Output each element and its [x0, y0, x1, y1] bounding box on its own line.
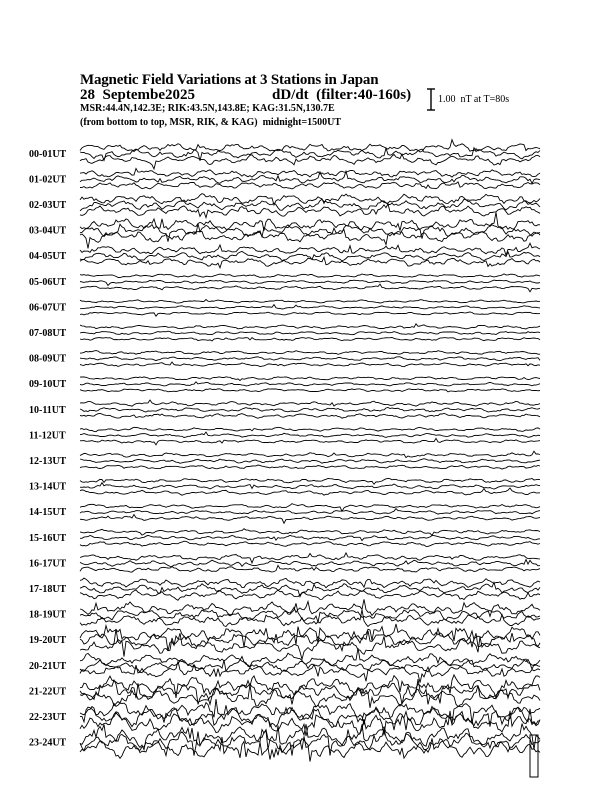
station-order-note: (from bottom to top, MSR, RIK, & KAG) midnight=1500UT [80, 117, 342, 128]
trace-msr-row-20 [80, 661, 540, 682]
hour-label: 05-06UT [29, 276, 67, 288]
hour-label: 06-07UT [29, 302, 67, 314]
trace-rik-row-11 [80, 432, 540, 438]
trace-msr-row-11 [80, 438, 540, 444]
hour-label: 23-24UT [29, 737, 67, 749]
hour-label: 15-16UT [29, 532, 67, 544]
trace-kag-row-10 [80, 400, 540, 406]
hour-label: 07-08UT [29, 328, 67, 339]
trace-msr-row-15 [80, 541, 540, 546]
trace-msr-row-9 [80, 389, 540, 392]
trace-rik-row-14 [80, 509, 540, 514]
trace-rik-row-13 [80, 483, 540, 489]
hour-label: 14-15UT [29, 507, 67, 519]
trace-msr-row-21 [80, 684, 540, 707]
trace-kag-row-3 [80, 212, 540, 230]
trace-rik-row-2 [80, 199, 540, 211]
trace-rik-row-6 [80, 305, 540, 309]
trace-kag-row-8 [80, 351, 540, 355]
hour-label: 17-18UT [29, 584, 67, 595]
trace-msr-row-16 [80, 565, 540, 572]
trace-rik-row-19 [80, 629, 540, 651]
hour-label: 13-14UT [29, 481, 67, 493]
chart-date: 28 Septembe2025 [80, 87, 195, 103]
hour-label: 21-22UT [29, 686, 67, 698]
trace-kag-row-22 [80, 699, 540, 724]
trace-rik-row-20 [80, 657, 540, 673]
trace-kag-row-17 [80, 578, 540, 588]
hour-label: 11-12UT [29, 430, 66, 442]
trace-kag-row-6 [80, 300, 540, 304]
trace-msr-row-14 [80, 515, 540, 524]
trace-kag-row-14 [80, 504, 540, 512]
trace-kag-row-13 [80, 478, 540, 484]
trace-kag-row-23 [80, 724, 540, 750]
hour-label: 16-17UT [29, 558, 67, 570]
trace-msr-row-4 [80, 257, 540, 268]
trace-msr-row-13 [80, 488, 540, 495]
trace-kag-row-0 [80, 140, 540, 152]
hour-label: 10-11UT [29, 404, 66, 416]
hour-label: 00-01UT [29, 148, 67, 160]
hour-label: 22-23UT [29, 712, 67, 723]
hour-label: 18-19UT [29, 609, 67, 621]
trace-msr-row-6 [80, 312, 540, 316]
trace-kag-row-16 [80, 553, 540, 563]
trace-msr-row-3 [80, 230, 540, 249]
trace-kag-row-7 [80, 324, 540, 329]
trace-msr-row-7 [80, 338, 540, 342]
trace-rik-row-18 [80, 603, 540, 622]
trace-rik-row-10 [80, 408, 540, 413]
trace-msr-row-8 [80, 362, 540, 367]
trace-kag-row-15 [80, 529, 540, 536]
trace-kag-row-18 [80, 599, 540, 616]
hour-label: 01-02UT [29, 174, 67, 186]
trace-rik-row-7 [80, 331, 540, 335]
chart-parameter: dD/dt (filter:40-160s) [272, 87, 412, 103]
trace-msr-row-12 [80, 465, 540, 469]
trace-kag-row-4 [80, 243, 540, 255]
hour-label: 12-13UT [29, 456, 67, 467]
trace-kag-row-1 [80, 169, 540, 178]
trace-kag-row-5 [80, 274, 540, 278]
scale-label: 1.00 nT at T=80s [438, 94, 510, 105]
trace-msr-row-17 [80, 590, 540, 600]
chart-title: Magnetic Field Variations at 3 Stations in Japan [80, 72, 379, 88]
scale-bar [427, 89, 435, 110]
hour-label: 02-03UT [29, 200, 67, 211]
trace-msr-row-1 [80, 182, 540, 189]
hour-label: 03-04UT [29, 225, 67, 237]
trace-kag-row-11 [80, 427, 540, 431]
trace-rik-row-23 [80, 730, 540, 756]
trace-rik-row-8 [80, 357, 540, 361]
trace-msr-row-23 [80, 738, 540, 761]
trace-msr-row-0 [80, 154, 540, 169]
hour-label: 04-05UT [29, 251, 67, 263]
trace-msr-row-5 [80, 284, 540, 292]
hour-label: 09-10UT [29, 379, 67, 391]
trace-rik-row-0 [80, 148, 540, 161]
trace-rik-row-12 [80, 459, 540, 464]
trace-rik-row-5 [80, 280, 540, 285]
trace-kag-row-12 [80, 451, 540, 457]
trace-kag-row-19 [80, 624, 540, 647]
trace-rik-row-16 [80, 560, 540, 567]
trace-msr-row-10 [80, 413, 540, 418]
station-coordinates: MSR:44.4N,142.3E; RIK:43.5N,143.8E; KAG:31.5N,130.7E [80, 103, 335, 114]
hour-label: 19-20UT [29, 635, 67, 647]
trace-rik-row-21 [80, 679, 540, 704]
trace-rik-row-9 [80, 382, 540, 386]
trace-kag-row-9 [80, 377, 540, 381]
hour-label: 08-09UT [29, 353, 67, 365]
hour-label: 20-21UT [29, 660, 67, 672]
trace-rik-row-15 [80, 535, 540, 540]
